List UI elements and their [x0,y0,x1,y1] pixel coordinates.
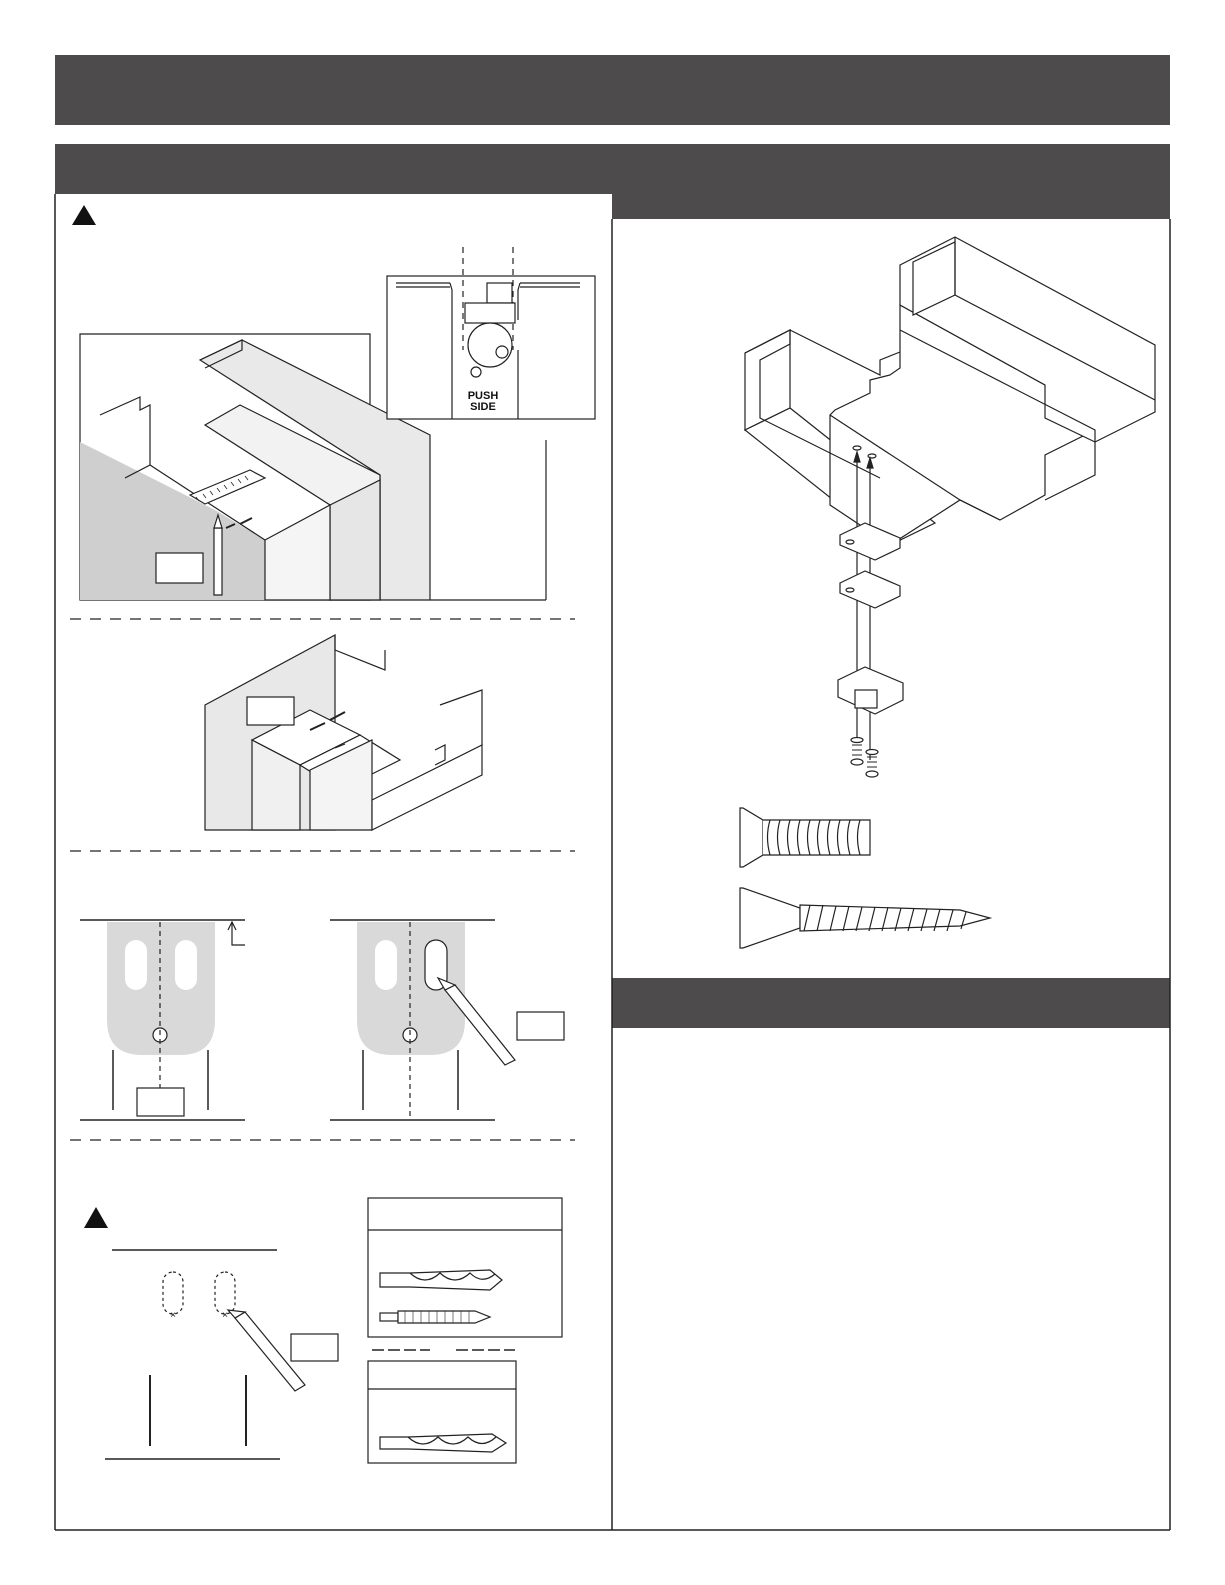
wood-screw-icon [740,888,990,948]
figure-template-right [330,920,564,1120]
drill-bit-icon [380,1270,502,1290]
svg-text:×: × [222,1310,228,1321]
warning-triangle-icon [84,1207,108,1228]
figure-bracket-assembly [745,237,1155,777]
tap-icon [380,1311,490,1323]
machine-screw-icon [851,738,863,766]
warning-triangle-icon [72,205,96,225]
figure-drill-box [368,1361,516,1463]
figure-template-left [80,920,245,1120]
drill-bit-icon [380,1434,506,1452]
push-side-label-line1: PUSH [467,390,499,402]
figure-drill-tap-box [368,1198,562,1350]
push-side-label-line2: SIDE [470,401,496,413]
machine-screw-icon [740,808,870,867]
svg-text:×: × [170,1310,176,1321]
machine-screw-icon [866,750,878,778]
figure-frame-marks [205,635,482,830]
figure-hole-marking [105,1250,338,1459]
